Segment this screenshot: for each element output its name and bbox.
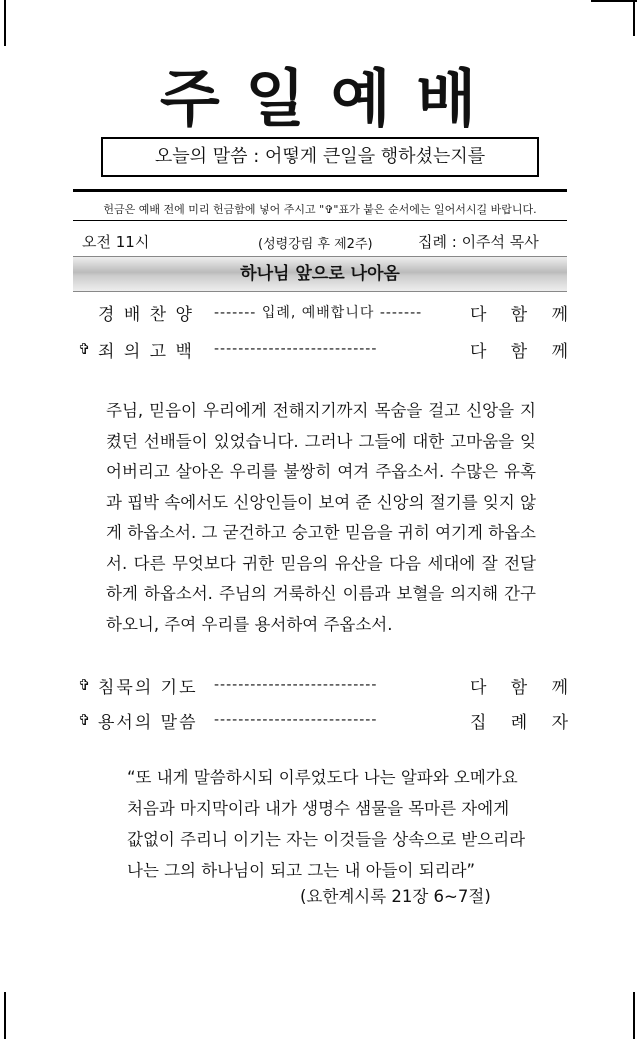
scripture-reference: (요한계시록 21장 6~7절) <box>300 887 491 906</box>
crop-mark <box>633 0 635 36</box>
order-participant: 다 함 께 <box>470 304 568 325</box>
crop-mark <box>633 992 635 1039</box>
cross-icon: ✞ <box>78 711 91 729</box>
order-item <box>78 708 568 732</box>
divider <box>73 189 567 192</box>
order-item <box>78 337 568 361</box>
order-participant: 집 례 자 <box>470 712 568 733</box>
liturgical-season: (성령강림 후 제2주) <box>258 237 373 252</box>
cross-icon: ✞ <box>78 340 91 358</box>
order-leader: ------- 입례, 예배합니다 ------- <box>214 305 423 321</box>
verse-line: 나는 그의 하나님이 되고 그는 내 아들이 되리라” <box>127 861 476 880</box>
crop-mark <box>4 0 6 46</box>
order-leader: --------------------------- <box>214 341 378 357</box>
order-label: 침묵의 기도 <box>98 677 198 698</box>
confession-prayer: 주님, 믿음이 우리에게 전해지기까지 목숨을 걸고 신앙을 지켰던 선배들이 있었습니다. 그러나 그들에 대한 고마움을 잊어버리고 살아온 우리를 불쌍히 여겨 주옵소서. 수많은 유혹과 핍박 속에서도 신앙인들이 보여 준 신앙의 절기를 잊지 않게 하옵소서. 그 굳건하고 숭고한 믿음을 귀히 여기게 하옵소서. 다른 무엇보다 귀한 믿음의 유산을 다음 세대에 잘 전달하게 하옵소서. 주님의 거룩하신 이름과 보혈을 의지해 간구하오니, 주여 우리를 용서하여 주옵소서. <box>106 401 536 634</box>
cross-icon: ✞ <box>78 676 91 694</box>
order-participant: 다 함 께 <box>470 677 568 698</box>
verse-line: 값없이 주리니 이기는 자는 이것들을 상속으로 받으리라 <box>127 830 526 849</box>
order-item <box>78 673 568 697</box>
sermon-title-box: 오늘의 말씀 : 어떻게 큰일을 행하셨는지를 <box>101 137 539 177</box>
divider <box>73 220 567 221</box>
crop-mark <box>591 0 637 2</box>
verse-line: 처음과 마지막이라 내가 생명수 샘물을 목마른 자에게 <box>127 799 510 818</box>
offering-notice: 헌금은 예배 전에 미리 헌금함에 넣어 주시고 "✞"표가 붙은 순서에는 일어서시길 바랍니다. <box>103 203 537 216</box>
service-time: 오전 11시 <box>82 233 150 251</box>
scripture-quote <box>127 762 527 886</box>
order-label: 용서의 말씀 <box>98 712 198 733</box>
order-leader: --------------------------- <box>214 712 378 728</box>
section-heading: 하나님 앞으로 나아옴 <box>73 256 567 292</box>
officiant: 집례 : 이주석 목사 <box>418 233 539 251</box>
verse-line: “또 내게 말씀하시되 이루었도다 나는 알파와 오메가요 <box>127 768 518 787</box>
order-label: 경 배 찬 양 <box>98 304 194 325</box>
order-participant: 다 함 께 <box>470 341 568 362</box>
order-leader: --------------------------- <box>214 677 378 693</box>
page-title: 주 일 예 배 <box>159 62 479 135</box>
crop-mark <box>4 992 6 1039</box>
order-label: 죄 의 고 백 <box>98 341 194 362</box>
order-item <box>78 300 568 324</box>
